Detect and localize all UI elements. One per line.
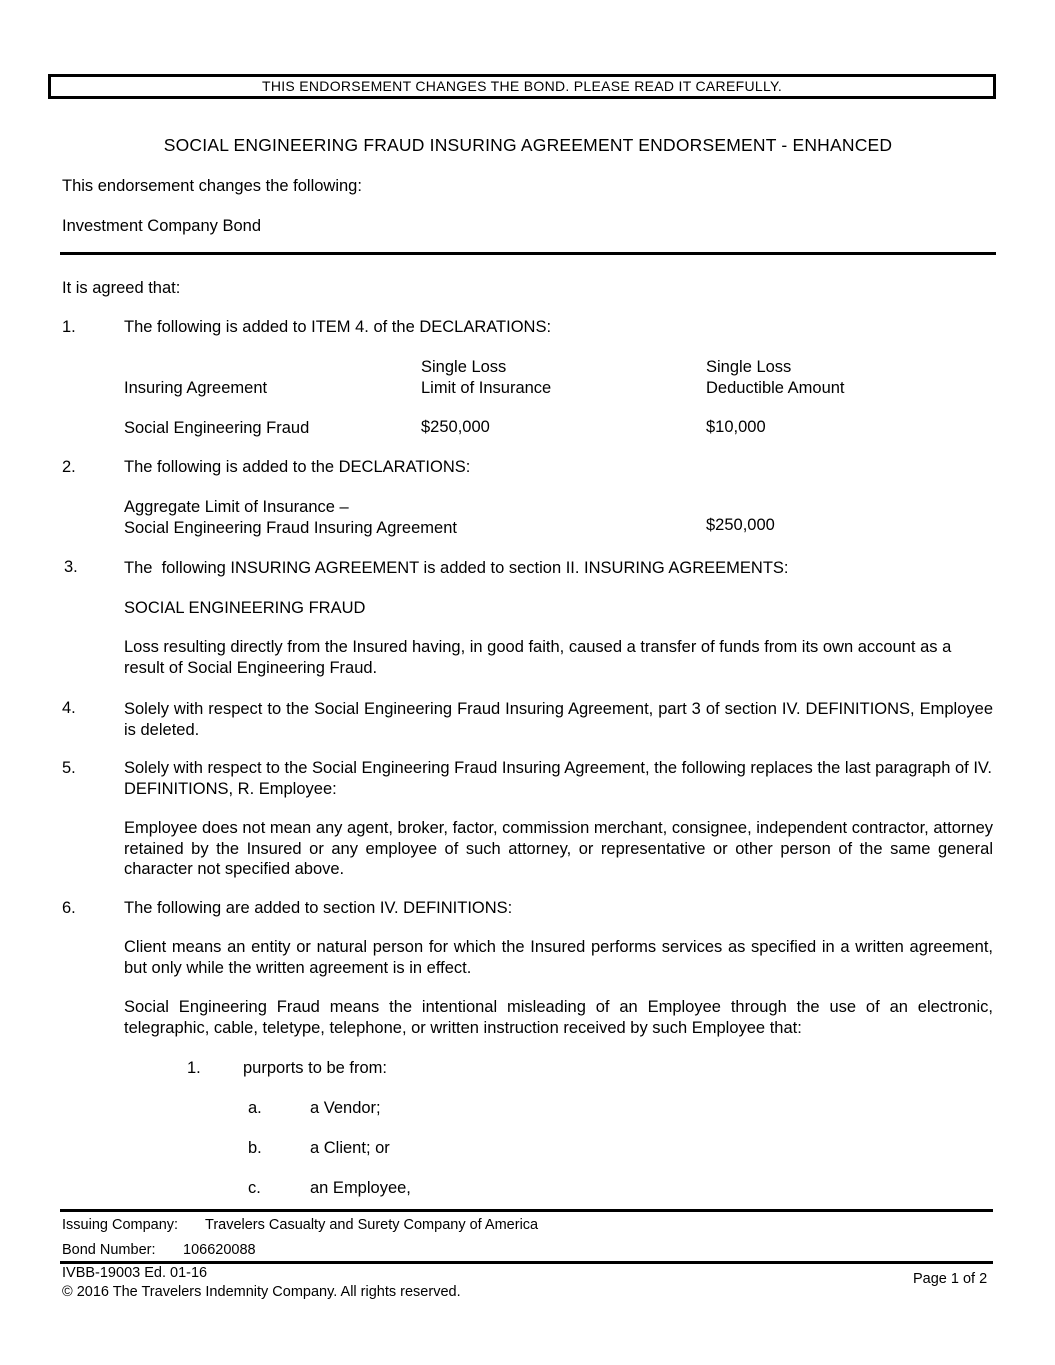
item-4-text: Solely with respect to the Social Engineering Fraud Insuring Agreement, part 3 of section IV. DEFINITIONS, Employee is deleted.	[124, 700, 993, 739]
intro-text: This endorsement changes the following:	[62, 177, 362, 195]
item-5-number: 5.	[62, 759, 76, 777]
client-definition: Client means an entity or natural person for which the Insured performs services as specified in a written agreement, but only while the written agreement is in effect.	[124, 938, 993, 977]
bond-number-value: 106620088	[183, 1242, 256, 1258]
limit-header-line2: Limit of Insurance	[421, 379, 552, 397]
subitem-1-text: purports to be from:	[243, 1059, 387, 1077]
social-engineering-fraud-definition: Social Engineering Fraud means the intentional misleading of an Employee through the use of an electronic, telegraphic, cable, teletype, telephone, or written instruction received by such Employee that:	[124, 998, 993, 1037]
item-2-text: The following is added to the DECLARATIONS:	[124, 458, 471, 476]
footer-top-divider	[60, 1209, 993, 1212]
aggregate-amount: $250,000	[706, 516, 775, 534]
declarations-row-limit: $250,000	[421, 418, 490, 436]
item-1-text: The following is added to ITEM 4. of the DECLARATIONS:	[124, 318, 552, 336]
subitem-1-number: 1.	[187, 1059, 201, 1077]
form-code: IVBB-19003 Ed. 01-16	[62, 1265, 208, 1281]
declarations-row-deductible: $10,000	[706, 418, 766, 436]
item-6-text: The following are added to section IV. DEFINITIONS:	[124, 899, 513, 917]
form-name: Investment Company Bond	[62, 217, 262, 235]
copyright-notice: © 2016 The Travelers Indemnity Company. All rights reserved.	[62, 1284, 461, 1300]
aggregate-label-line1: Aggregate Limit of Insurance –	[124, 498, 349, 516]
subitem-b-letter: b.	[248, 1139, 262, 1157]
subitem-a-letter: a.	[248, 1099, 262, 1117]
item-4-number: 4.	[62, 699, 76, 717]
agreed-text: It is agreed that:	[62, 279, 181, 297]
item-3-number: 3.	[64, 558, 78, 576]
page-title: SOCIAL ENGINEERING FRAUD INSURING AGREEMENT ENDORSEMENT - ENHANCED	[163, 135, 893, 155]
deductible-header-line2: Deductible Amount	[706, 379, 845, 397]
item-1-number: 1.	[62, 318, 76, 336]
item-2-number: 2.	[62, 458, 76, 476]
limit-header-line1: Single Loss	[421, 358, 507, 376]
issuing-company-value: Travelers Casualty and Surety Company of America	[205, 1217, 539, 1233]
endorsement-notice-banner: THIS ENDORSEMENT CHANGES THE BOND. PLEASE READ IT CAREFULLY.	[48, 74, 996, 99]
page-number: Page 1 of 2	[913, 1271, 988, 1287]
subitem-c-letter: c.	[248, 1179, 261, 1197]
declarations-row-agreement: Social Engineering Fraud	[124, 419, 310, 437]
bond-number-label: Bond Number:	[62, 1242, 156, 1258]
aggregate-label-line2: Social Engineering Fraud Insuring Agreement	[124, 519, 457, 537]
header-divider	[60, 252, 996, 255]
insuring-agreement-heading: SOCIAL ENGINEERING FRAUD	[124, 599, 366, 617]
subitem-c-text: an Employee,	[310, 1179, 411, 1197]
subitem-b-text: a Client; or	[310, 1139, 390, 1157]
employee-definition: Employee does not mean any agent, broker, factor, commission merchant, consignee, independent contractor, attorney retained by the Insured or any employee of such attorney, or representative or other person of the same general character not specified above.	[124, 819, 993, 878]
agreement-header: Insuring Agreement	[124, 379, 268, 397]
deductible-header-line1: Single Loss	[706, 358, 792, 376]
item-5-text: Solely with respect to the Social Engineering Fraud Insuring Agreement, the following replaces the last paragraph of IV. DEFINITIONS, R. Employee:	[124, 759, 992, 798]
item-6-number: 6.	[62, 899, 76, 917]
insuring-agreement-body: Loss resulting directly from the Insured having, in good faith, caused a transfer of funds from its own account as a result of Social Engineering Fraud.	[124, 638, 952, 677]
item-3-text: The following INSURING AGREEMENT is added to section II. INSURING AGREEMENTS:	[124, 559, 789, 577]
subitem-a-text: a Vendor;	[310, 1099, 381, 1117]
issuing-company-label: Issuing Company:	[62, 1217, 179, 1233]
